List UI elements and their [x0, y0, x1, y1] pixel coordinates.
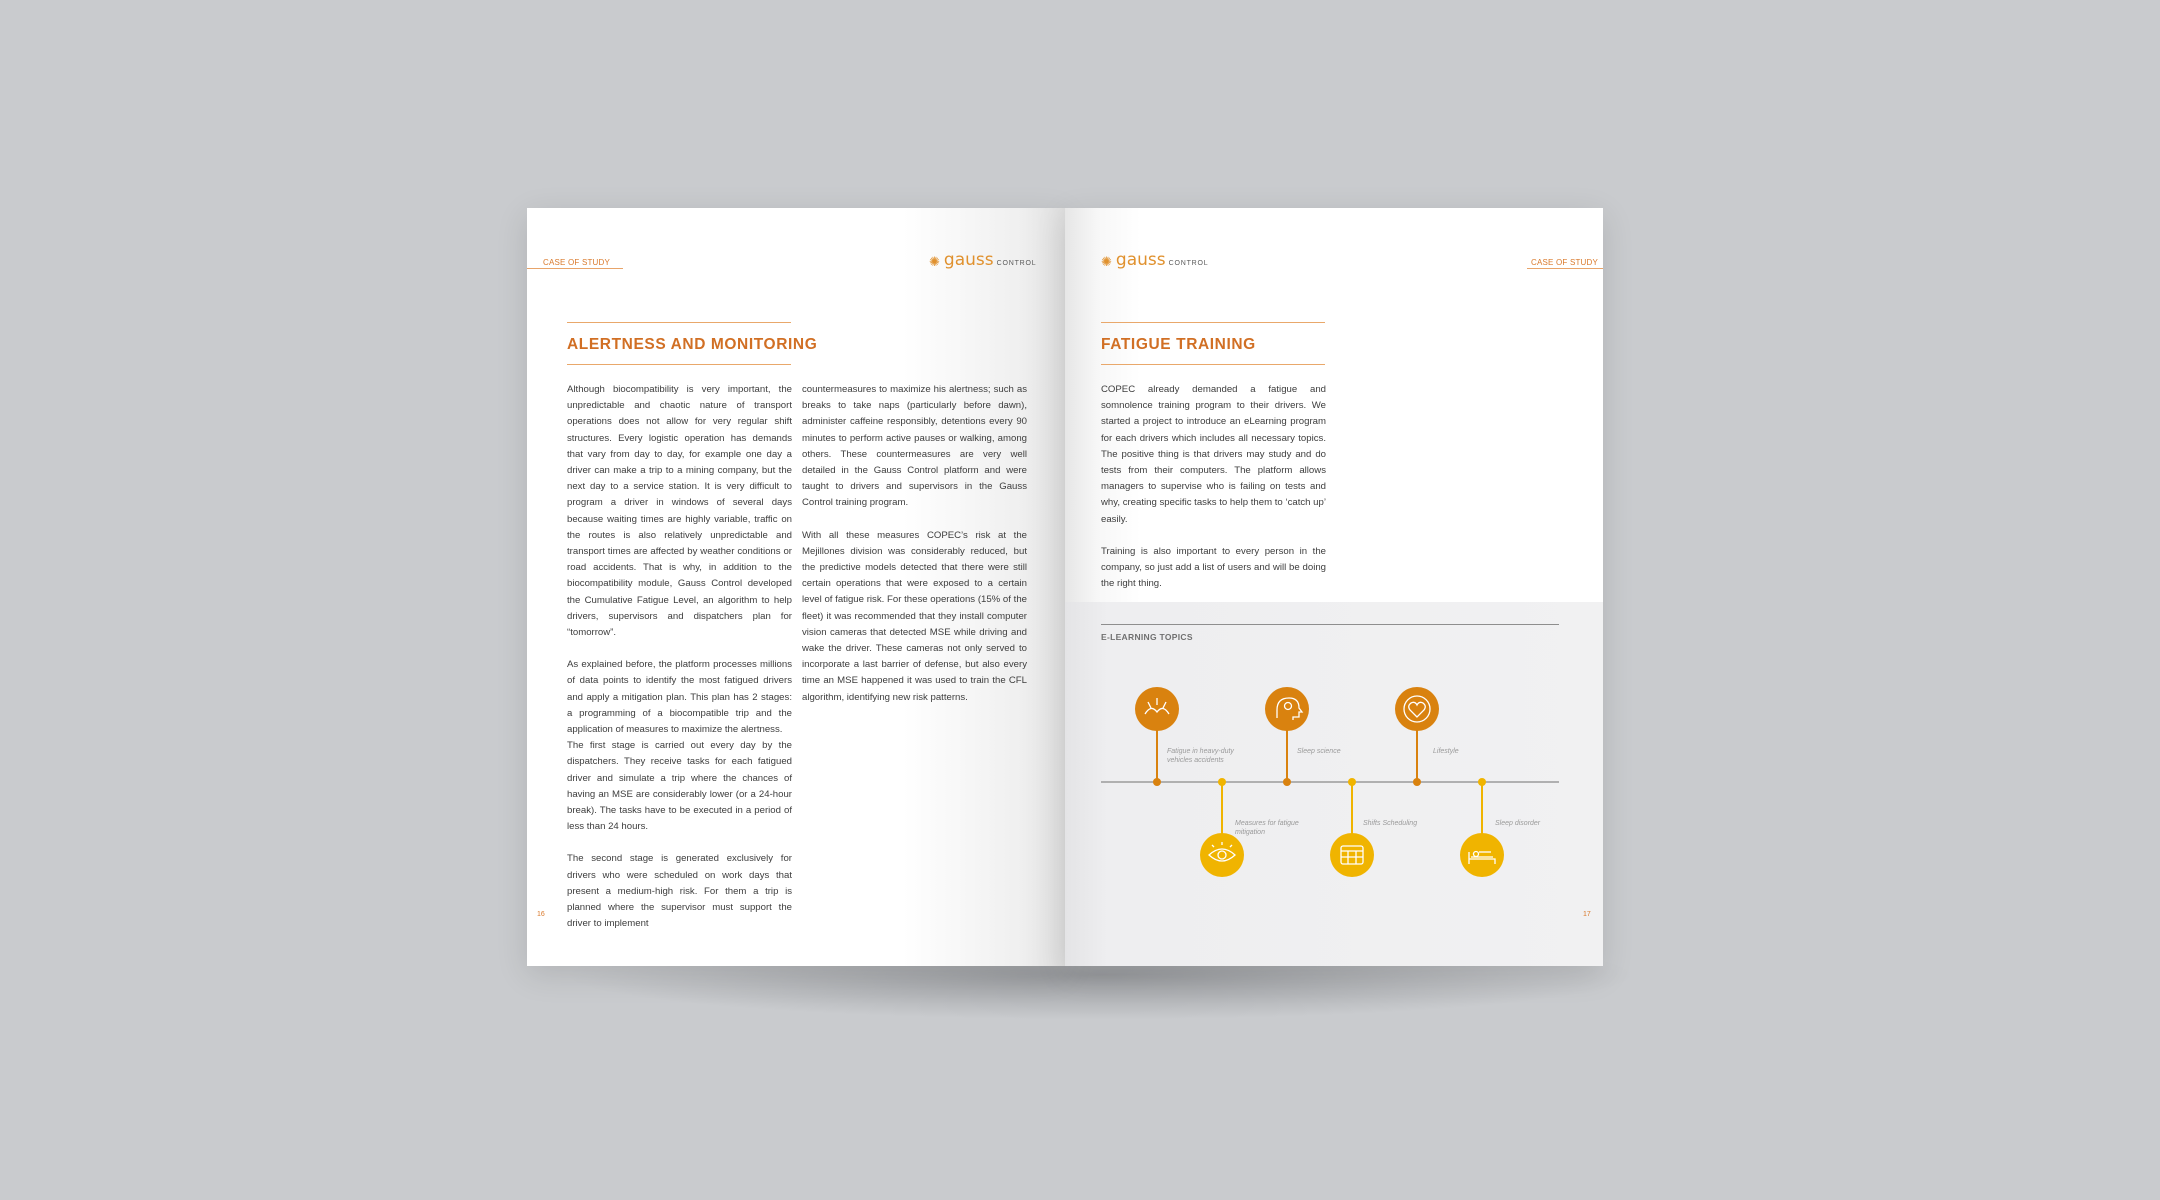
- title-rule-bottom: [1101, 364, 1325, 365]
- left-page: [527, 208, 1065, 966]
- topic-lifestyle: [1395, 687, 1459, 786]
- topic-label: mitigation: [1235, 829, 1265, 836]
- topic-fatigue-mitigation: [1200, 778, 1299, 877]
- sun-logo-icon: ✺: [1101, 254, 1112, 269]
- topic-shifts-scheduling: [1330, 778, 1417, 877]
- case-of-study-label: CASE OF STUDY: [543, 258, 611, 267]
- topic-label: Lifestyle: [1433, 748, 1459, 755]
- case-of-study-label: CASE OF STUDY: [1531, 258, 1599, 267]
- topic-fatigue-heavy-duty: [1135, 687, 1234, 786]
- topic-label: Shifts Scheduling: [1363, 820, 1418, 827]
- paragraph: As explained before, the platform processes millions of data points to identify the most fatigued drivers and apply a mitigation plan. This plan has 2 stages: a programming of a biocompatible trip and the application of measures to maximize the alertness.: [567, 659, 792, 736]
- title-rule-bottom: [567, 364, 791, 365]
- section-title: FATIGUE TRAINING: [1101, 336, 1256, 353]
- text-column-2: [802, 382, 1027, 706]
- gauss-control-logo: [1101, 252, 1208, 268]
- paragraph: COPEC already demanded a fatigue and somnolence training program to their drivers. We started a project to introduce an eLearning program for each drivers which includes all necessary topics. The positive thing is that drivers may study and do tests from their computers. The platform allows managers to supervise who is failing on tests and why, creating specific tasks to help them to ‘catch up’ easily.: [1101, 384, 1326, 525]
- paragraph: countermeasures to maximize his alertness; such as breaks to take naps (particularly before dawn), administer caffeine responsibly, detentions every 90 minutes to perform active pauses or walking, among others. These countermeasures are very well detailed in the Gauss Control platform and were taught to drivers and supervisors in the Gauss Control training program.: [802, 384, 1027, 509]
- topic-sleep-science: [1265, 687, 1341, 786]
- elearning-label: E-LEARNING TOPICS: [1101, 632, 1193, 642]
- logo-brand: gauss: [1115, 250, 1166, 270]
- logo-suffix: CONTROL: [1168, 260, 1209, 267]
- header-rule: [527, 268, 623, 269]
- topic-sleep-disorder: [1460, 778, 1541, 877]
- logo-brand: gauss: [943, 250, 994, 270]
- elearning-timeline: [1065, 602, 1603, 966]
- paragraph: Training is also important to every person in the company, so just add a list of users and will be doing the right thing.: [1101, 545, 1326, 590]
- logo-suffix: CONTROL: [996, 260, 1037, 267]
- paragraph: With all these measures COPEC’s risk at the Mejillones division was considerably reduced, but the predictive models detected that there were still certain operations that were exposed to a certain level of fatigue risk. For these operations (15% of the fleet) it was recommended that they install computer vision cameras that detected MSE while driving and wake the driver. These cameras not only served to incorporate a last barrier of defense, but also every time an MSE happened it was used to train the CFL algorithm, identifying new risk patterns.: [802, 529, 1027, 703]
- page-number: 17: [1583, 911, 1591, 918]
- intro-text: [1101, 382, 1326, 592]
- title-rule-top: [1101, 322, 1325, 323]
- paragraph: The first stage is carried out every day by the dispatchers. They receive tasks for each fatigued driver and simulate a trip where the chances of having an MSE are considerably lower (or a 24-hour break). The tasks have to be executed in a period of less than 24 hours.: [567, 740, 792, 833]
- page-number: 16: [537, 911, 545, 918]
- paragraph: Although biocompatibility is very important, the unpredictable and chaotic nature of transport operations does not allow for very regular shift structures. Every logistic operation has demands that vary from day to day, for example one day a driver can make a trip to a mining company, but the next day to a service station. It is very difficult to program a driver in windows of several days because waiting times are highly variable, traffic on the routes is also relatively unpredictable and transport times are affected by weather conditions or road accidents. That is why, in addition to the biocompatibility module, Gauss Control developed the Cumulative Fatigue Level, an algorithm to help drivers, supervisors and dispatchers plan for “tomorrow”.: [567, 384, 792, 639]
- sun-logo-icon: ✺: [929, 254, 940, 269]
- text-column-1: [567, 382, 792, 933]
- section-title: ALERTNESS AND MONITORING: [567, 336, 818, 353]
- title-rule-top: [567, 322, 791, 323]
- topic-label: Measures for fatigue: [1235, 820, 1299, 827]
- paragraph: The second stage is generated exclusively for drivers who were scheduled on work days that present a medium-high risk. For them a trip is planned where the supervisor must support the driver to implement: [567, 853, 792, 930]
- right-page: [1065, 208, 1603, 966]
- topic-label: Sleep science: [1297, 748, 1341, 755]
- topic-label: vehicles accidents: [1167, 757, 1224, 764]
- gauss-control-logo: [929, 252, 1036, 268]
- header-rule: [1527, 268, 1603, 269]
- topic-label: Fatigue in heavy-duty: [1167, 748, 1234, 755]
- topic-label: Sleep disorder: [1495, 820, 1541, 827]
